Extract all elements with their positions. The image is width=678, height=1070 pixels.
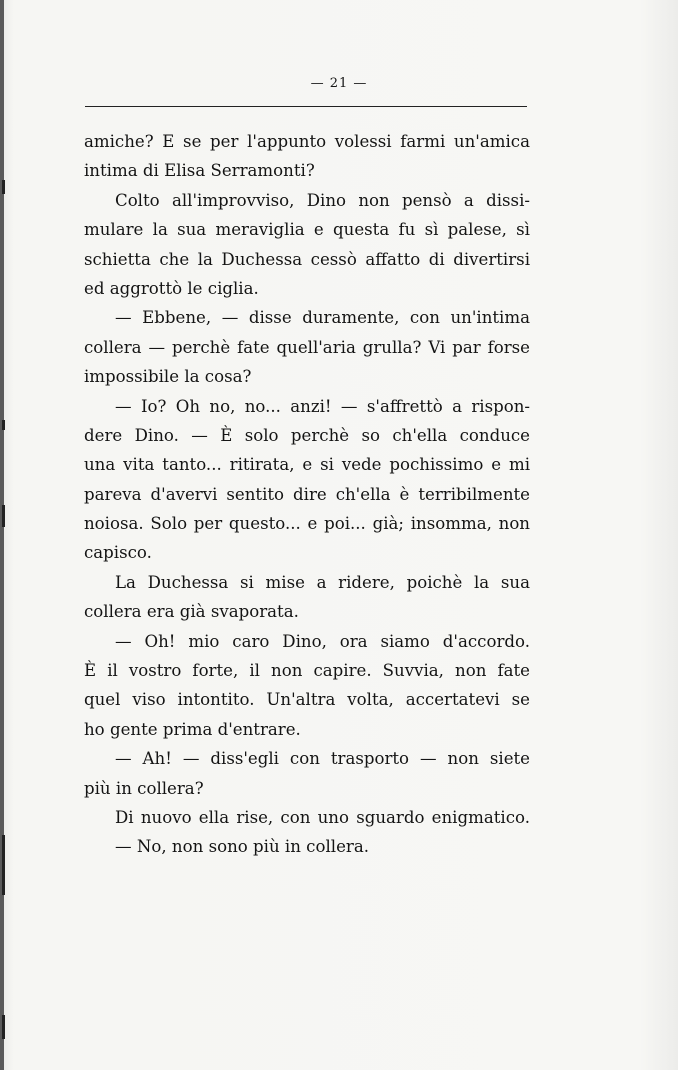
text-line: capisco. <box>84 543 152 563</box>
text-line: dere Dino. — È solo perchè so ch'ella conduce <box>84 425 530 445</box>
text-line: amiche? E se per l'appunto volessi farmi un'amica <box>84 132 530 151</box>
text-line: ho gente prima d'entrare. <box>84 719 301 739</box>
text-line: — Io? Oh no, no... anzi! — s'affrettò a rispon- <box>115 396 530 416</box>
text-line: quel viso intontito. Un'altra volta, accertatevi se <box>84 690 530 710</box>
text-line: intima di Elisa Serramonti? <box>84 161 315 181</box>
page-edge-shadow <box>0 0 4 1070</box>
text-line: — Ebbene, — disse duramente, con un'intima <box>115 308 530 328</box>
text-line: una vita tanto... ritirata, e si vede pochissimo e mi <box>84 455 530 475</box>
text-line: collera era già svaporata. <box>84 602 299 622</box>
text-line: più in collera? <box>84 778 204 798</box>
text-line: pareva d'avervi sentito dire ch'ella è terribilmente <box>84 484 530 504</box>
text-line: collera — perchè fate quell'aria grulla? Vi par forse <box>84 337 530 357</box>
text-line: ed aggrottò le ciglia. <box>84 278 259 298</box>
text-line: Di nuovo ella rise, con uno sguardo enigmatico. <box>115 807 530 827</box>
edge-mark <box>2 180 5 194</box>
edge-mark <box>2 420 5 430</box>
text-line: Colto all'improvviso, Dino non pensò a dissi- <box>115 190 530 210</box>
edge-mark <box>2 1015 5 1039</box>
edge-mark <box>2 835 5 895</box>
text-line: noiosa. Solo per questo... e poi... già; insomma, non <box>84 514 530 534</box>
text-line: mulare la sua meraviglia e questa fu sì palese, sì <box>84 220 530 240</box>
text-line: schietta che la Duchessa cessò affatto di divertirsi <box>84 249 530 269</box>
header-rule <box>85 106 527 107</box>
edge-mark <box>2 505 5 527</box>
text-line: È il vostro forte, il non capire. Suvvia, non fate <box>84 661 530 681</box>
text-line: impossibile la cosa? <box>84 367 252 387</box>
page-number: — 21 — <box>310 76 368 91</box>
text-line: — Ah! — diss'egli con trasporto — non siete <box>115 749 530 769</box>
body-text <box>84 127 530 862</box>
text-line: — No, non sono più in collera. <box>115 837 370 857</box>
text-line: La Duchessa si mise a ridere, poichè la sua <box>115 572 530 592</box>
text-line: — Oh! mio caro Dino, ora siamo d'accordo. <box>115 631 530 651</box>
